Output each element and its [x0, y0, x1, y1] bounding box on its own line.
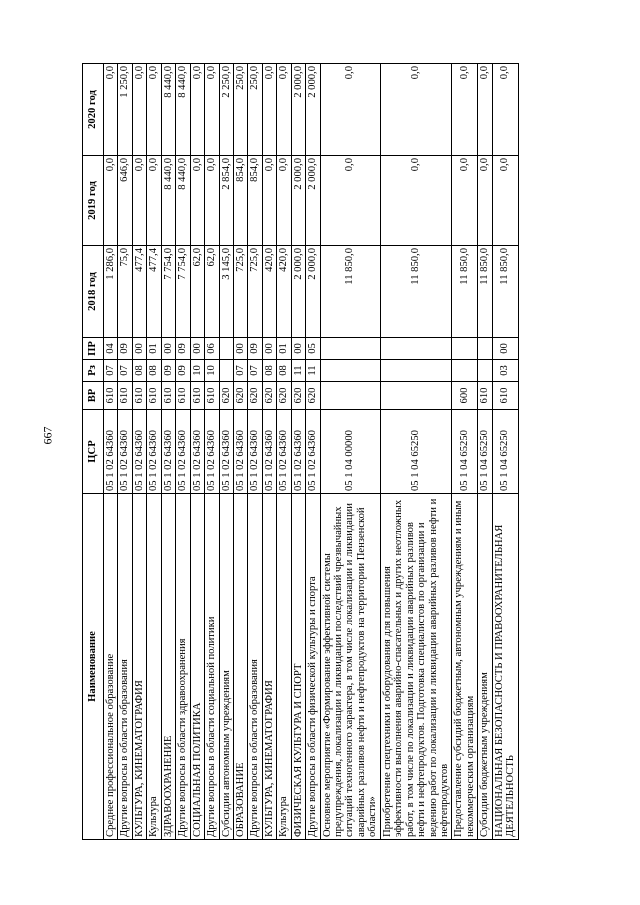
table-row — [492, 64, 518, 840]
cell-vr: 610 — [104, 382, 118, 410]
cell-2018: 11 850,0 — [478, 246, 492, 338]
cell-pr: 09 — [176, 338, 190, 360]
cell-name: Другие вопросы в области здравоохранения — [176, 494, 190, 840]
cell-2018: 7 754,0 — [176, 246, 190, 338]
cell-csr: 05 1 02 64360 — [190, 410, 204, 494]
cell-csr: 05 1 02 64360 — [233, 410, 247, 494]
cell-2019: 8 440,0 — [176, 156, 190, 246]
cell-2018: 7 754,0 — [161, 246, 175, 338]
table-row — [277, 64, 291, 840]
cell-name: ФИЗИЧЕСКАЯ КУЛЬТУРА И СПОРТ — [291, 494, 305, 840]
table-row — [248, 64, 262, 840]
cell-pr: 06 — [205, 338, 219, 360]
cell-2018: 3 145,0 — [219, 246, 233, 338]
cell-csr: 05 1 02 64360 — [291, 410, 305, 494]
cell-vr — [320, 382, 380, 410]
cell-2020: 2 000,0 — [306, 64, 320, 156]
cell-csr: 05 1 02 64360 — [161, 410, 175, 494]
header-csr: ЦСР — [83, 410, 104, 494]
cell-vr: 610 — [118, 382, 132, 410]
cell-2020: 8 440,0 — [176, 64, 190, 156]
cell-csr: 05 1 04 65250 — [478, 410, 492, 494]
cell-vr: 620 — [291, 382, 305, 410]
cell-name: ОБРАЗОВАНИЕ — [233, 494, 247, 840]
cell-pr: 00 — [492, 338, 518, 360]
cell-name: Другие вопросы в области образования — [118, 494, 132, 840]
cell-name: Другие вопросы в области образования — [248, 494, 262, 840]
cell-name: Другие вопросы в области физической культуры и спорта — [306, 494, 320, 840]
cell-rz: 08 — [132, 360, 146, 382]
header-row — [83, 64, 104, 840]
cell-name: Среднее профессиональное образование — [104, 494, 118, 840]
cell-2019: 2 854,0 — [219, 156, 233, 246]
table-row — [380, 64, 452, 840]
cell-2020: 0,0 — [380, 64, 452, 156]
cell-csr: 05 1 04 65250 — [380, 410, 452, 494]
cell-vr — [380, 382, 452, 410]
cell-rz — [219, 360, 233, 382]
cell-csr: 05 1 02 64360 — [147, 410, 161, 494]
cell-vr: 620 — [306, 382, 320, 410]
table-row — [161, 64, 175, 840]
table-row — [147, 64, 161, 840]
table-row — [262, 64, 276, 840]
cell-csr: 05 1 02 64360 — [306, 410, 320, 494]
cell-rz: 09 — [176, 360, 190, 382]
cell-vr: 620 — [219, 382, 233, 410]
cell-2020: 0,0 — [452, 64, 478, 156]
table-row — [104, 64, 118, 840]
header-name: Наименование — [83, 494, 104, 840]
cell-2020: 0,0 — [147, 64, 161, 156]
cell-vr: 620 — [233, 382, 247, 410]
cell-rz — [320, 360, 380, 382]
cell-pr — [380, 338, 452, 360]
cell-pr — [320, 338, 380, 360]
cell-2018: 725,0 — [233, 246, 247, 338]
cell-vr: 610 — [161, 382, 175, 410]
cell-vr: 610 — [190, 382, 204, 410]
cell-2019: 2 000,0 — [306, 156, 320, 246]
cell-csr: 05 1 02 64360 — [118, 410, 132, 494]
cell-csr: 05 1 04 65250 — [452, 410, 478, 494]
cell-csr: 05 1 02 64360 — [132, 410, 146, 494]
cell-name: Основное мероприятие «Формирование эффективной системы предупреждения, локализации и ликвидации последствий чрезвычайных ситуаций техногенного характера, в том числе локализации и ликвидации аварийных разливов нефти и нефтепродуктов на территории Пензенской области» — [320, 494, 380, 840]
cell-2019: 854,0 — [233, 156, 247, 246]
cell-2018: 62,0 — [190, 246, 204, 338]
table-row — [176, 64, 190, 840]
cell-rz: 07 — [233, 360, 247, 382]
cell-2020: 250,0 — [233, 64, 247, 156]
cell-name: КУЛЬТУРА, КИНЕМАТОГРАФИЯ — [262, 494, 276, 840]
cell-vr: 610 — [176, 382, 190, 410]
cell-name: Приобретение спецтехники и оборудования для повышения эффективности выполнения аварийно-спасательных и других неотложных работ, в том числе по локализации и ликвидации аварийных разливов нефти и нефтепродуктов. Подготовка специалистов по организации и ведению работ по локализации и ликвидации аварийных разливов нефти и нефтепродуктов — [380, 494, 452, 840]
cell-vr: 620 — [248, 382, 262, 410]
cell-vr: 610 — [147, 382, 161, 410]
cell-rz: 08 — [277, 360, 291, 382]
cell-pr: 00 — [190, 338, 204, 360]
cell-2020: 0,0 — [205, 64, 219, 156]
cell-csr: 05 1 02 64360 — [248, 410, 262, 494]
cell-name: Культура — [147, 494, 161, 840]
cell-2020: 0,0 — [320, 64, 380, 156]
budget-table-rotated — [82, 64, 553, 840]
cell-csr: 05 1 02 64360 — [277, 410, 291, 494]
table-row — [190, 64, 204, 840]
cell-csr: 05 1 04 65250 — [492, 410, 518, 494]
cell-csr: 05 1 02 64360 — [205, 410, 219, 494]
cell-pr: 00 — [132, 338, 146, 360]
table-row — [233, 64, 247, 840]
cell-2019: 0,0 — [190, 156, 204, 246]
cell-name: Субсидии бюджетным учреждениям — [478, 494, 492, 840]
cell-2018: 2 000,0 — [306, 246, 320, 338]
cell-2019: 0,0 — [147, 156, 161, 246]
table-row — [132, 64, 146, 840]
cell-2020: 8 440,0 — [161, 64, 175, 156]
cell-2018: 477,4 — [132, 246, 146, 338]
cell-2019: 0,0 — [492, 156, 518, 246]
cell-rz — [452, 360, 478, 382]
cell-pr — [219, 338, 233, 360]
cell-vr: 620 — [277, 382, 291, 410]
cell-2018: 11 850,0 — [452, 246, 478, 338]
cell-2018: 1 286,0 — [104, 246, 118, 338]
cell-2018: 62,0 — [205, 246, 219, 338]
cell-2020: 1 250,0 — [118, 64, 132, 156]
cell-csr: 05 1 02 64360 — [262, 410, 276, 494]
cell-2019: 0,0 — [277, 156, 291, 246]
header-pr: ПР — [83, 338, 104, 360]
cell-name: НАЦИОНАЛЬНАЯ БЕЗОПАСНОСТЬ И ПРАВООХРАНИТЕЛЬНАЯ ДЕЯТЕЛЬНОСТЬ — [492, 494, 518, 840]
cell-name: Другие вопросы в области социальной политики — [205, 494, 219, 840]
cell-2019: 0,0 — [320, 156, 380, 246]
cell-2018: 725,0 — [248, 246, 262, 338]
cell-2019: 2 000,0 — [291, 156, 305, 246]
cell-2018: 11 850,0 — [320, 246, 380, 338]
cell-pr: 00 — [161, 338, 175, 360]
cell-pr — [478, 338, 492, 360]
cell-pr — [452, 338, 478, 360]
cell-2018: 420,0 — [277, 246, 291, 338]
cell-vr: 610 — [478, 382, 492, 410]
cell-2019: 0,0 — [380, 156, 452, 246]
cell-rz: 07 — [248, 360, 262, 382]
cell-pr: 05 — [306, 338, 320, 360]
cell-rz: 08 — [147, 360, 161, 382]
table-row — [478, 64, 492, 840]
cell-2018: 420,0 — [262, 246, 276, 338]
cell-rz — [478, 360, 492, 382]
cell-2020: 0,0 — [492, 64, 518, 156]
cell-pr: 09 — [248, 338, 262, 360]
cell-2018: 2 000,0 — [291, 246, 305, 338]
header-2019: 2019 год — [83, 156, 104, 246]
cell-pr: 00 — [233, 338, 247, 360]
cell-2019: 0,0 — [104, 156, 118, 246]
cell-2020: 2 000,0 — [291, 64, 305, 156]
cell-rz: 10 — [190, 360, 204, 382]
table-body — [104, 64, 519, 840]
cell-2018: 11 850,0 — [380, 246, 452, 338]
cell-rz: 09 — [161, 360, 175, 382]
cell-2019: 0,0 — [478, 156, 492, 246]
cell-name: Субсидии автономным учреждениям — [219, 494, 233, 840]
cell-rz: 10 — [205, 360, 219, 382]
cell-rz: 07 — [104, 360, 118, 382]
cell-vr: 620 — [262, 382, 276, 410]
cell-csr: 05 1 02 64360 — [104, 410, 118, 494]
budget-table — [82, 63, 519, 840]
cell-vr: 600 — [452, 382, 478, 410]
table-row — [205, 64, 219, 840]
cell-2018: 75,0 — [118, 246, 132, 338]
cell-vr: 610 — [205, 382, 219, 410]
cell-csr: 05 1 02 64360 — [176, 410, 190, 494]
cell-2018: 11 850,0 — [492, 246, 518, 338]
cell-2020: 0,0 — [478, 64, 492, 156]
cell-2019: 8 440,0 — [161, 156, 175, 246]
cell-pr: 00 — [262, 338, 276, 360]
cell-2019: 854,0 — [248, 156, 262, 246]
cell-rz: 07 — [118, 360, 132, 382]
cell-pr: 01 — [277, 338, 291, 360]
table-row — [320, 64, 380, 840]
cell-name: КУЛЬТУРА, КИНЕМАТОГРАФИЯ — [132, 494, 146, 840]
cell-vr: 610 — [492, 382, 518, 410]
cell-2020: 0,0 — [262, 64, 276, 156]
cell-pr: 09 — [118, 338, 132, 360]
cell-csr: 05 1 04 00000 — [320, 410, 380, 494]
cell-pr: 04 — [104, 338, 118, 360]
cell-2019: 0,0 — [262, 156, 276, 246]
cell-2019: 0,0 — [205, 156, 219, 246]
cell-2020: 250,0 — [248, 64, 262, 156]
cell-rz: 11 — [306, 360, 320, 382]
cell-rz: 11 — [291, 360, 305, 382]
cell-rz: 03 — [492, 360, 518, 382]
cell-pr: 00 — [291, 338, 305, 360]
cell-pr: 01 — [147, 338, 161, 360]
cell-name: СОЦИАЛЬНАЯ ПОЛИТИКА — [190, 494, 204, 840]
cell-name: Культура — [277, 494, 291, 840]
page-number: 667 — [40, 426, 55, 445]
cell-name: Предоставление субсидий бюджетным, автономным учреждениям и иным некоммерческим организациям — [452, 494, 478, 840]
table-row — [306, 64, 320, 840]
header-vr: ВР — [83, 382, 104, 410]
header-rz: Рз — [83, 360, 104, 382]
header-2020: 2020 год — [83, 64, 104, 156]
cell-rz: 08 — [262, 360, 276, 382]
cell-2020: 0,0 — [190, 64, 204, 156]
cell-2019: 0,0 — [452, 156, 478, 246]
cell-2020: 0,0 — [104, 64, 118, 156]
cell-2019: 646,0 — [118, 156, 132, 246]
cell-csr: 05 1 02 64360 — [219, 410, 233, 494]
table-row — [291, 64, 305, 840]
cell-2018: 477,4 — [147, 246, 161, 338]
cell-2020: 0,0 — [132, 64, 146, 156]
cell-2019: 0,0 — [132, 156, 146, 246]
cell-name: ЗДРАВООХРАНЕНИЕ — [161, 494, 175, 840]
table-row — [452, 64, 478, 840]
cell-vr: 610 — [132, 382, 146, 410]
table-row — [118, 64, 132, 840]
header-2018: 2018 год — [83, 246, 104, 338]
table-row — [219, 64, 233, 840]
cell-rz — [380, 360, 452, 382]
cell-2020: 2 250,0 — [219, 64, 233, 156]
cell-2020: 0,0 — [277, 64, 291, 156]
